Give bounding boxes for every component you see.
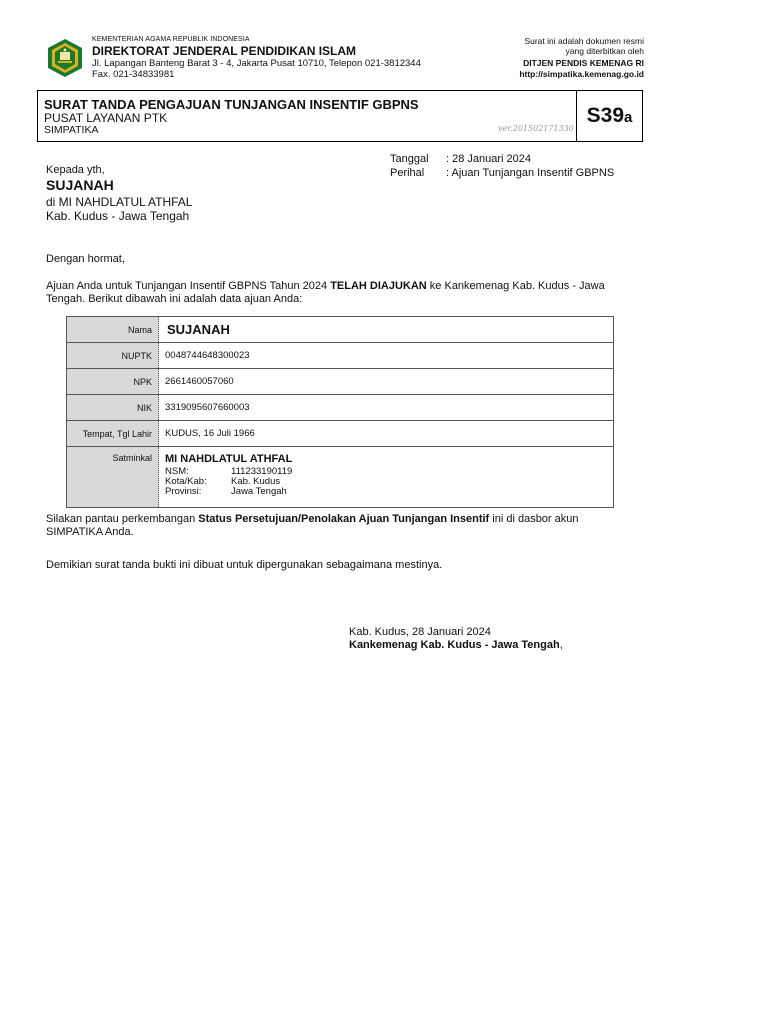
satminkal-label: Satminkal [67, 447, 159, 507]
nik-label: NIK [67, 395, 159, 420]
table-row-npk [67, 369, 613, 395]
nsm-label: NSM: [165, 466, 189, 477]
paragraph-closing: Demikian surat tanda bukti ini dibuat untuk dipergunakan sebagaimana mestinya. [46, 559, 443, 571]
kota-label: Kota/Kab: [165, 476, 207, 487]
recipient-name: SUJANAH [46, 177, 114, 193]
official-note-line2: yang diterbitkan oleh [565, 46, 644, 56]
submission-data-table [66, 316, 614, 508]
directorate-name: DIREKTORAT JENDERAL PENDIDIKAN ISLAM [92, 44, 357, 58]
signature-place-date: Kab. Kudus, 28 Januari 2024 [349, 626, 491, 638]
org-address: Jl. Lapangan Banteng Barat 3 - 4, Jakarta Pusat 10710, Telepon 021-3812344 [92, 58, 421, 69]
form-code-box [576, 91, 642, 141]
ministry-name: KEMENTERIAN AGAMA REPUBLIK INDONESIA [92, 36, 250, 43]
recipient-salutation: Kepada yth, [46, 164, 105, 176]
recipient-region: Kab. Kudus - Jawa Tengah [46, 209, 190, 223]
ttl-label: Tempat, Tgl Lahir [67, 421, 159, 446]
recipient-school: di MI NAHDLATUL ATHFAL [46, 195, 193, 209]
table-row-nik [67, 395, 613, 421]
table-row-nama [67, 317, 613, 343]
org-fax: Fax. 021-34833981 [92, 69, 175, 80]
nuptk-label: NUPTK [67, 343, 159, 368]
nama-value: SUJANAH [167, 322, 230, 337]
subject-label: Perihal [390, 167, 425, 179]
table-row-ttl [67, 421, 613, 447]
version-label: ver.201502171330 [498, 124, 574, 133]
satminkal-value [159, 447, 613, 507]
service-name: PUSAT LAYANAN PTK [44, 111, 168, 125]
nuptk-value: 0048744648300023 [165, 350, 250, 361]
system-name: SIMPATIKA [44, 124, 99, 136]
nsm-value: 111233190119 [231, 466, 293, 477]
signature-office: Kankemenag Kab. Kudus - Jawa Tengah, [349, 639, 563, 651]
paragraph-monitor: Silakan pantau perkembangan Status Persetujuan/Penolakan Ajuan Tunjangan Insentif ini di dasbor akun SIMPATIKA Anda. [46, 513, 579, 538]
table-row-satminkal [67, 447, 613, 507]
kemenag-logo-icon [45, 38, 85, 78]
satminkal-name: MI NAHDLATUL ATHFAL [165, 453, 293, 465]
ttl-value: KUDUS, 16 Juli 1966 [165, 428, 255, 439]
form-code: S39a [586, 104, 633, 127]
nama-label: Nama [67, 317, 159, 342]
official-note-line1: Surat ini adalah dokumen resmi [524, 36, 644, 46]
table-row-nuptk [67, 343, 613, 369]
satminkal-details [165, 467, 613, 497]
official-issuer: DITJEN PENDIS KEMENAG RI [523, 58, 644, 68]
paragraph-submission: Ajuan Anda untuk Tunjangan Insentif GBPNS Tahun 2024 TELAH DIAJUKAN ke Kankemenag Kab. Kudus - Jawa Tengah. Berikut dibawah ini adalah data ajuan Anda: [46, 280, 605, 305]
npk-label: NPK [67, 369, 159, 394]
official-url[interactable]: http://simpatika.kemenag.go.id [519, 69, 644, 79]
nik-value: 3319095607660003 [165, 402, 250, 413]
greeting: Dengan hormat, [46, 253, 125, 265]
date-label: Tanggal [390, 153, 429, 165]
provinsi-label: Provinsi: [165, 486, 202, 497]
date-value: : 28 Januari 2024 [446, 153, 532, 165]
npk-value: 2661460057060 [165, 376, 234, 387]
document-title-box [37, 90, 643, 142]
provinsi-value: Jawa Tengah [231, 486, 287, 497]
subject-value: : Ajuan Tunjangan Insentif GBPNS [446, 167, 615, 179]
kota-value: Kab. Kudus [231, 476, 281, 487]
document-title: SURAT TANDA PENGAJUAN TUNJANGAN INSENTIF GBPNS [44, 97, 419, 112]
